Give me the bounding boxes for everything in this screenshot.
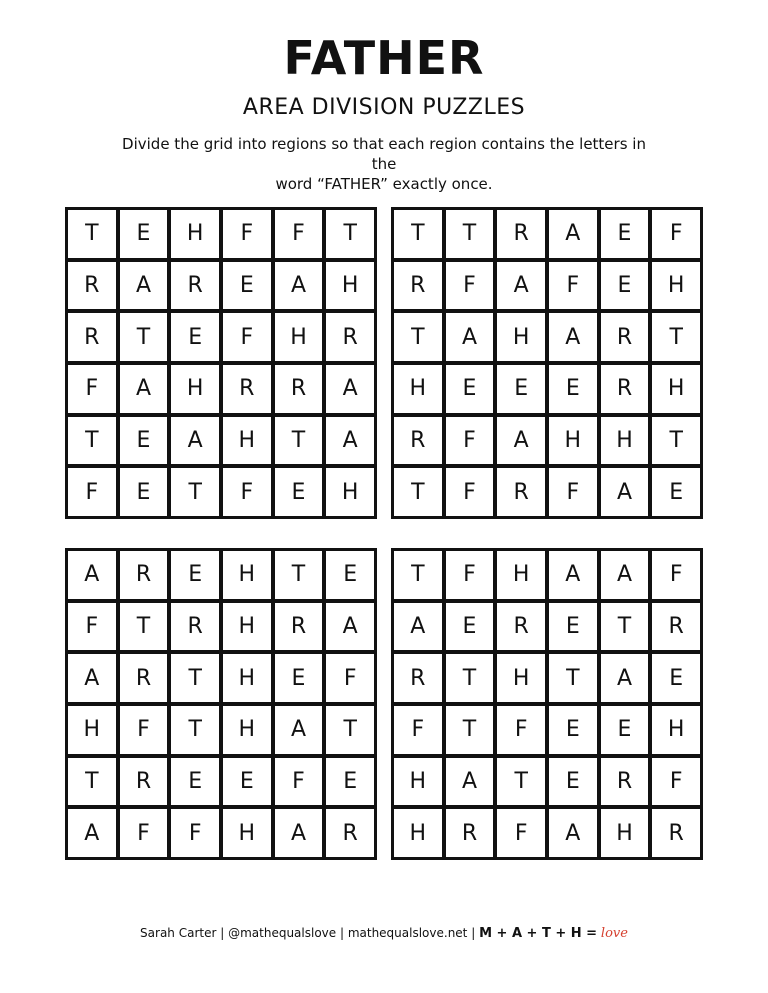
instructions [110,134,658,194]
grid-cell: F [549,468,597,516]
grid-cell: F [446,417,494,465]
grid-cell: E [549,758,597,806]
grid-cell: F [394,706,442,754]
grid-cell: E [120,210,168,258]
grid-cell: E [171,758,219,806]
grid-cell: F [446,551,494,599]
grid-cell: F [497,706,545,754]
grid-cell: H [223,417,271,465]
grid-cell: H [549,417,597,465]
grid-cell: E [171,313,219,361]
grid-cell: A [68,654,116,702]
grid-cell: F [223,468,271,516]
puzzle-grid-4 [391,548,703,860]
grid-cell: R [497,603,545,651]
grid-cell: T [394,551,442,599]
grid-cell: T [394,210,442,258]
grid-cell: E [549,603,597,651]
grid-cell: H [394,809,442,857]
footer [0,924,768,943]
grid-cell: A [120,365,168,413]
grid-cell: E [601,706,649,754]
grid-cell: A [275,262,323,310]
grid-cell: E [601,210,649,258]
grid-cell: E [275,654,323,702]
grid-cell: T [326,210,374,258]
grid-cell: R [601,313,649,361]
grid-cell: T [275,417,323,465]
grid-cell: F [223,313,271,361]
grid-cell: R [497,210,545,258]
grid-cell: T [652,417,700,465]
puzzle-grid-2 [391,207,703,519]
grid-cell: H [223,603,271,651]
instructions-line-2: word “FATHER” exactly once. [275,175,493,193]
grid-cell: H [394,365,442,413]
grid-cell: R [171,603,219,651]
grid-cell: R [446,809,494,857]
grid-cell: F [223,210,271,258]
grid-cell: E [223,758,271,806]
grid-cell: H [223,654,271,702]
grid-cell: T [549,654,597,702]
grid-cell: H [601,417,649,465]
grid-cell: E [601,262,649,310]
grid-cell: R [394,417,442,465]
grid-cell: T [326,706,374,754]
grid-cell: E [120,417,168,465]
grid-cell: A [275,809,323,857]
grid-cell: R [120,551,168,599]
grid-cell: A [68,551,116,599]
grid-cell: E [446,365,494,413]
grid-cell: R [497,468,545,516]
grid-cell: A [394,603,442,651]
grid-cell: R [275,365,323,413]
grid-cell: E [549,365,597,413]
grid-cell: H [497,313,545,361]
grid-cell: T [171,654,219,702]
grid-cell: T [497,758,545,806]
grid-cell: A [275,706,323,754]
grid-cell: T [394,313,442,361]
grid-cell: F [120,706,168,754]
grid-cell: E [171,551,219,599]
grid-cell: T [68,417,116,465]
grid-cell: A [497,262,545,310]
grid-cell: F [171,809,219,857]
grid-cell: H [171,365,219,413]
grid-cell: A [549,809,597,857]
grid-cell: A [446,313,494,361]
grid-cell: F [446,262,494,310]
grid-cell: A [326,365,374,413]
grid-cell: R [652,603,700,651]
grid-cell: H [497,654,545,702]
grid-cell: E [326,758,374,806]
grid-cell: E [497,365,545,413]
grid-cell: H [171,210,219,258]
page-title: FATHER [283,31,485,85]
grid-cell: E [652,654,700,702]
grid-cell: E [120,468,168,516]
grid-cell: E [652,468,700,516]
grid-cell: A [549,210,597,258]
grid-cell: F [275,758,323,806]
grid-cell: T [171,706,219,754]
grid-cell: A [549,313,597,361]
instructions-line-1: Divide the grid into regions so that each region contains the letters in the [122,135,646,173]
grid-cell: F [446,468,494,516]
grid-cell: T [446,654,494,702]
grid-cell: R [394,262,442,310]
grid-cell: R [601,758,649,806]
footer-love-logo: love [600,926,628,941]
grid-cell: F [497,809,545,857]
grid-cell: H [326,262,374,310]
grid-cell: A [601,468,649,516]
grid-cell: A [326,603,374,651]
grid-cell: H [326,468,374,516]
grid-cell: H [652,706,700,754]
puzzle-grid-1 [65,207,377,519]
grid-cell: A [446,758,494,806]
grid-cell: H [652,262,700,310]
grid-cell: H [223,706,271,754]
grid-cell: R [68,262,116,310]
grid-cell: F [68,365,116,413]
grid-cell: F [652,551,700,599]
grid-cell: T [171,468,219,516]
grid-cell: R [326,809,374,857]
grid-cell: A [497,417,545,465]
grid-cell: R [171,262,219,310]
grid-cell: A [120,262,168,310]
grid-cell: A [549,551,597,599]
grid-cell: F [326,654,374,702]
grid-cell: F [68,603,116,651]
grid-cell: F [549,262,597,310]
grid-cell: A [601,551,649,599]
grid-cell: H [652,365,700,413]
grid-cell: H [223,809,271,857]
grid-cell: H [601,809,649,857]
grid-cell: H [275,313,323,361]
grid-cell: F [120,809,168,857]
grid-cell: T [394,468,442,516]
grid-cell: R [68,313,116,361]
grid-cell: R [326,313,374,361]
grid-cell: F [68,468,116,516]
grid-cell: R [601,365,649,413]
grid-cell: T [446,706,494,754]
grid-cell: H [497,551,545,599]
grid-cell: A [601,654,649,702]
grid-cell: R [394,654,442,702]
grid-cell: R [120,758,168,806]
grid-cell: T [68,758,116,806]
grid-cell: R [275,603,323,651]
grid-cell: T [652,313,700,361]
grid-cell: R [223,365,271,413]
grid-cell: F [652,210,700,258]
grid-cell: E [446,603,494,651]
grid-cell: T [68,210,116,258]
footer-brand: M + A + T + H = [479,926,598,941]
grid-cell: E [549,706,597,754]
grid-cell: A [68,809,116,857]
grid-cell: H [394,758,442,806]
grid-cell: T [601,603,649,651]
grid-cell: T [446,210,494,258]
grid-cell: T [275,551,323,599]
page-subtitle: AREA DIVISION PUZZLES [242,95,526,120]
grid-cell: A [326,417,374,465]
puzzle-grid-3 [65,548,377,860]
grid-cell: E [223,262,271,310]
grid-cell: F [275,210,323,258]
grid-cell: T [120,603,168,651]
grid-cell: H [223,551,271,599]
grid-cell: E [326,551,374,599]
grid-cell: H [68,706,116,754]
grid-cell: R [120,654,168,702]
grid-cell: E [275,468,323,516]
grid-cell: F [652,758,700,806]
grid-cell: A [171,417,219,465]
grid-cell: T [120,313,168,361]
grid-cell: R [652,809,700,857]
footer-credits: Sarah Carter | @mathequalslove | mathequalslove.net | [140,926,476,940]
